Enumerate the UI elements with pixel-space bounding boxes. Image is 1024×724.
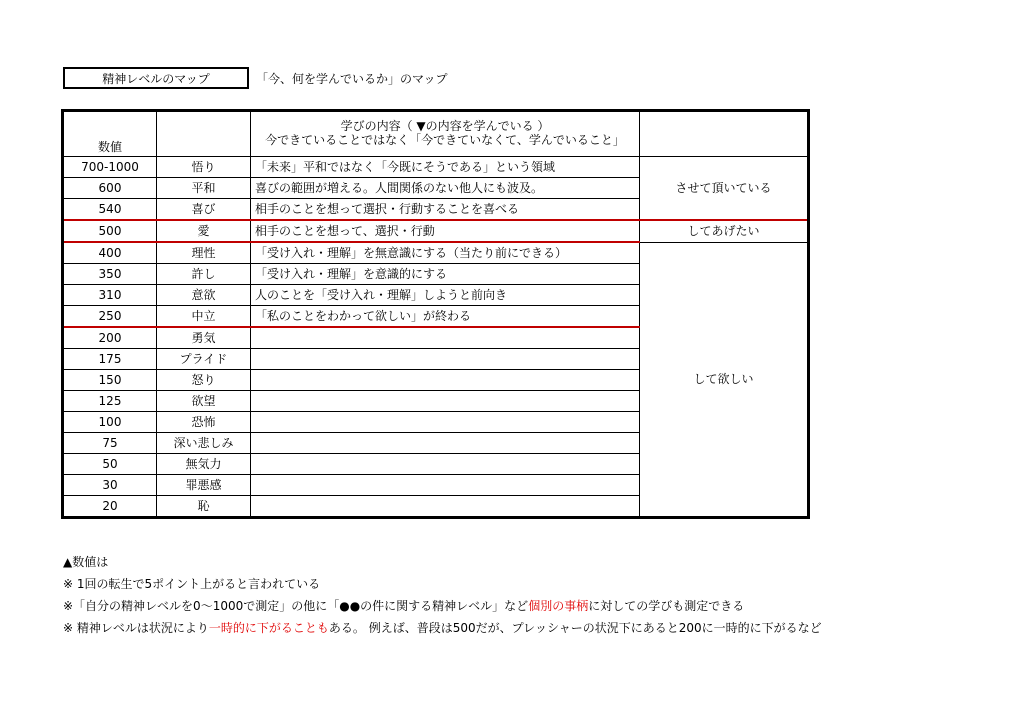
table-row (63, 242, 809, 264)
map-subtitle: 「今、何を学んでいるか」のマップ (256, 72, 448, 86)
note-line-4 (63, 617, 822, 639)
cell-num: 350 (63, 264, 157, 285)
table-row (63, 157, 809, 178)
cell-level: 深い悲しみ (157, 433, 251, 454)
cell-num: 150 (63, 370, 157, 391)
cell-desc (251, 327, 640, 349)
note-4-text-a: ※ 精神レベルは状況により (63, 621, 209, 635)
header-content-line2: 今できていることではなく「今できていなくて、学んでいること」 (265, 133, 625, 147)
header-num: 数値 (63, 111, 157, 157)
group-giving: してあげたい (640, 220, 809, 242)
level-table (61, 109, 810, 519)
cell-level: 喜び (157, 199, 251, 221)
cell-level: 無気力 (157, 454, 251, 475)
note-3-text-b: に対しての学びも測定できる (588, 599, 745, 613)
group-wanting: して欲しい (640, 242, 809, 518)
cell-desc: 人のことを「受け入れ・理解」しようと前向き (251, 285, 640, 306)
cell-desc: 喜びの範囲が増える。人間関係のない他人にも波及。 (251, 178, 640, 199)
cell-desc: 相手のことを想って、選択・行動 (251, 220, 640, 242)
cell-desc: 「受け入れ・理解」を無意識にする（当たり前にできる） (251, 242, 640, 264)
map-title-text: 精神レベルのマップ (102, 71, 210, 86)
cell-num: 250 (63, 306, 157, 328)
header-content-line1: 学びの内容（ ▼の内容を学んでいる ） (340, 119, 550, 133)
note-line-3 (63, 595, 822, 617)
cell-num: 100 (63, 412, 157, 433)
cell-num: 540 (63, 199, 157, 221)
notes (63, 551, 822, 639)
cell-level: 恐怖 (157, 412, 251, 433)
cell-level: 罪悪感 (157, 475, 251, 496)
cell-level: 中立 (157, 306, 251, 328)
cell-desc (251, 433, 640, 454)
cell-desc: 「受け入れ・理解」を意識的にする (251, 264, 640, 285)
cell-level: 平和 (157, 178, 251, 199)
note-4-text-b: ある。 例えば、普段は500だが、プレッシャーの状況下にあると200に一時的に下がるなど (328, 621, 822, 635)
cell-num: 175 (63, 349, 157, 370)
cell-num: 400 (63, 242, 157, 264)
cell-desc (251, 391, 640, 412)
note-4-highlight: 一時的に下がることも (208, 621, 329, 635)
cell-level: 恥 (157, 496, 251, 518)
cell-num: 310 (63, 285, 157, 306)
header-content (251, 111, 640, 157)
note-3-highlight: 個別の事柄 (528, 599, 589, 613)
map-title (63, 67, 249, 89)
cell-num: 20 (63, 496, 157, 518)
note-3-text-a: ※「自分の精神レベルを0～1000で測定」の他に「●●の件に関する精神レベル」など (63, 599, 529, 613)
cell-num: 50 (63, 454, 157, 475)
cell-level: 勇気 (157, 327, 251, 349)
cell-num: 200 (63, 327, 157, 349)
cell-desc (251, 349, 640, 370)
cell-level: 悟り (157, 157, 251, 178)
cell-desc: 相手のことを想って選択・行動することを喜べる (251, 199, 640, 221)
cell-num: 30 (63, 475, 157, 496)
cell-num: 500 (63, 220, 157, 242)
cell-level: 意欲 (157, 285, 251, 306)
cell-level: 怒り (157, 370, 251, 391)
header-level (157, 111, 251, 157)
cell-level: 許し (157, 264, 251, 285)
cell-desc (251, 496, 640, 518)
header-group (640, 111, 809, 157)
table-header-row (63, 111, 809, 157)
cell-level: 愛 (157, 220, 251, 242)
cell-num: 600 (63, 178, 157, 199)
cell-num: 125 (63, 391, 157, 412)
cell-desc: 「私のことをわかって欲しい」が終わる (251, 306, 640, 328)
group-given: させて頂いている (640, 157, 809, 221)
cell-level: 欲望 (157, 391, 251, 412)
cell-desc: 「未来」平和ではなく「今既にそうである」という領域 (251, 157, 640, 178)
cell-level: 理性 (157, 242, 251, 264)
cell-desc (251, 370, 640, 391)
table-row (63, 220, 809, 242)
cell-desc (251, 475, 640, 496)
cell-desc (251, 454, 640, 475)
cell-level: プライド (157, 349, 251, 370)
note-line-2: ※ 1回の転生で5ポイント上がると言われている (63, 577, 321, 591)
note-line-1: ▲数値は (63, 555, 109, 569)
cell-num: 75 (63, 433, 157, 454)
cell-num: 700-1000 (63, 157, 157, 178)
cell-desc (251, 412, 640, 433)
